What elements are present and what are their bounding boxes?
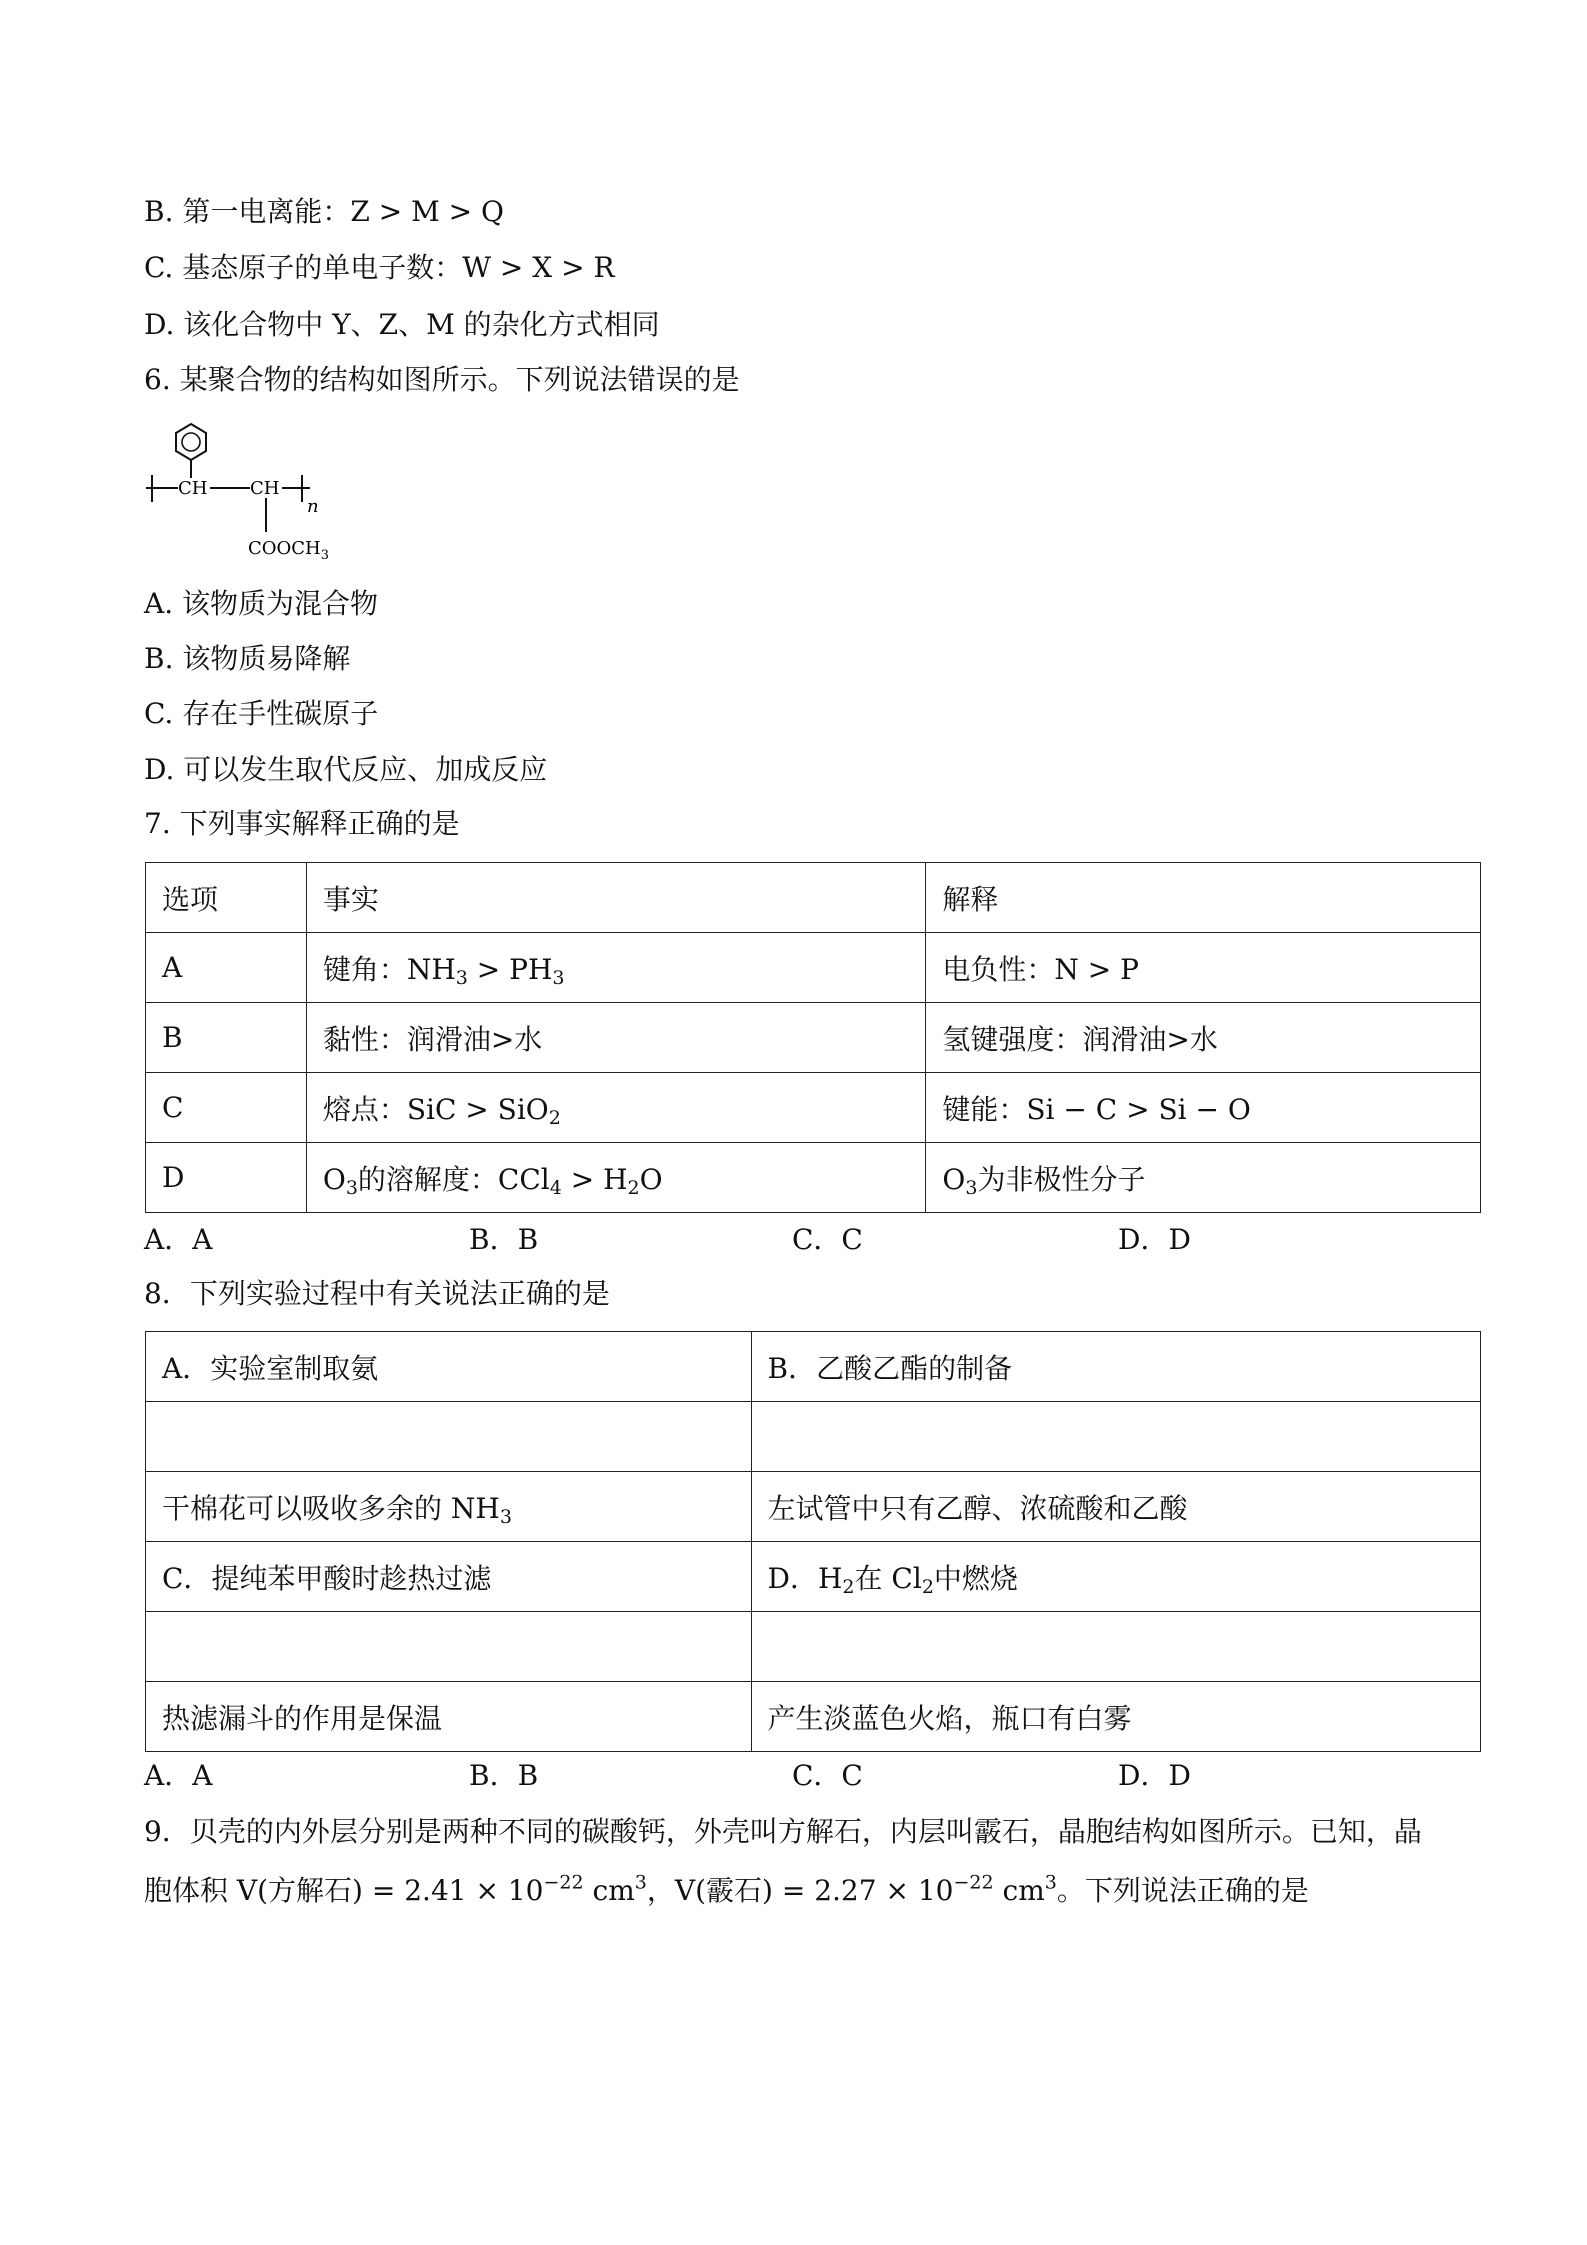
- fact-text: 的溶解度：CCl: [357, 1162, 550, 1196]
- choice-d: D．D: [1118, 1223, 1191, 1256]
- unit-right-ch: CH: [250, 478, 280, 499]
- choice-d: D．D: [1118, 1759, 1191, 1792]
- substituent-label: COOCH: [248, 538, 321, 559]
- row-option: C: [146, 1073, 307, 1143]
- row-fact: [306, 1143, 926, 1213]
- table-row-image-placeholder: [146, 1612, 1481, 1682]
- q6-option-a: A. 该物质为混合物: [144, 587, 379, 620]
- header-explanation: 解释: [926, 863, 1481, 933]
- table-row: [146, 1073, 1481, 1143]
- cell-d-desc: 产生淡蓝色火焰，瓶口有白雾: [751, 1682, 1480, 1752]
- q9-superscript: −22: [953, 1871, 994, 1894]
- table-header-row: [146, 863, 1481, 933]
- fact-subscript: 2: [548, 1106, 561, 1129]
- fact-subscript: 3: [455, 966, 468, 989]
- row-fact: [306, 933, 926, 1003]
- row-explanation: 电负性：N > P: [926, 933, 1481, 1003]
- fact-text: 键角：NH: [322, 952, 456, 986]
- table-row: [146, 1472, 1481, 1542]
- table-row: [146, 1332, 1481, 1402]
- fact-text: > H: [561, 1162, 628, 1196]
- cell-d-image: [751, 1612, 1480, 1682]
- row-option: B: [146, 1003, 307, 1073]
- fact-subscript: 3: [552, 966, 565, 989]
- row-fact: 黏性：润滑油>水: [306, 1003, 926, 1073]
- header-fact: 事实: [306, 863, 926, 933]
- q9-superscript: 3: [634, 1871, 647, 1894]
- expl-text: 为非极性分子: [977, 1162, 1146, 1196]
- cell-c-title: C．提纯苯甲酸时趁热过滤: [146, 1542, 752, 1612]
- q9-superscript: 3: [1044, 1871, 1057, 1894]
- table-row: [146, 1682, 1481, 1752]
- cell-subscript: 2: [842, 1575, 855, 1598]
- q9-text: ，V(霰石) = 2.27 × 10: [646, 1874, 954, 1907]
- choice-a: A．A: [144, 1223, 213, 1256]
- table-row: [146, 1542, 1481, 1612]
- row-option: D: [146, 1143, 307, 1213]
- q7-choices: [144, 1220, 1244, 1260]
- cell-subscript: 2: [921, 1575, 934, 1598]
- cell-a-image: [146, 1402, 752, 1472]
- cell-text: 干棉花可以吸收多余的 NH: [162, 1491, 500, 1525]
- cell-b-image: [751, 1402, 1480, 1472]
- unit-left-ch: CH: [178, 478, 208, 499]
- cell-a-title: A．实验室制取氨: [146, 1332, 752, 1402]
- fact-text: > PH: [467, 952, 553, 986]
- table-row-image-placeholder: [146, 1402, 1481, 1472]
- cell-text: 中燃烧: [933, 1561, 1018, 1595]
- table-row: [146, 1003, 1481, 1073]
- repeat-subscript-n: n: [307, 496, 319, 517]
- q7-table: [145, 862, 1481, 1213]
- cell-text: D．H: [767, 1561, 843, 1595]
- fact-subscript: 4: [549, 1176, 562, 1199]
- q6-option-b: B. 该物质易降解: [144, 642, 351, 675]
- q9-superscript: −22: [543, 1871, 584, 1894]
- cell-a-desc: [146, 1472, 752, 1542]
- cell-d-title: [751, 1542, 1480, 1612]
- q5-option-d: D. 该化合物中 Y、Z、M 的杂化方式相同: [144, 308, 660, 341]
- q8-stem: 8．下列实验过程中有关说法正确的是: [144, 1277, 610, 1310]
- q9-text: cm: [993, 1874, 1045, 1907]
- cell-b-desc: 左试管中只有乙醇、浓硫酸和乙酸: [751, 1472, 1480, 1542]
- expl-subscript: 3: [965, 1176, 978, 1199]
- fact-subscript: 2: [627, 1176, 640, 1199]
- row-explanation: 氢键强度：润滑油>水: [926, 1003, 1481, 1073]
- q6-stem: 6. 某聚合物的结构如图所示。下列说法错误的是: [144, 363, 740, 396]
- q9-stem-line1: 9．贝壳的内外层分别是两种不同的碳酸钙，外壳叫方解石，内层叫霰石，晶胞结构如图所示。已知，晶: [144, 1815, 1422, 1848]
- polymer-structure-diagram: [144, 420, 344, 570]
- table-row: [146, 1143, 1481, 1213]
- row-explanation: [926, 1143, 1481, 1213]
- row-option: A: [146, 933, 307, 1003]
- substituent-subscript: 3: [320, 548, 330, 563]
- q6-option-c: C. 存在手性碳原子: [144, 697, 379, 730]
- cell-c-image: [146, 1612, 752, 1682]
- table-row: [146, 933, 1481, 1003]
- q8-choices: [144, 1756, 1244, 1796]
- fact-text: O: [322, 1162, 346, 1196]
- q9-text: cm: [583, 1874, 635, 1907]
- q6-option-d: D. 可以发生取代反应、加成反应: [144, 753, 548, 786]
- fact-text: 熔点：SiC > SiO: [322, 1092, 549, 1126]
- cell-c-desc: 热滤漏斗的作用是保温: [146, 1682, 752, 1752]
- svg-text:COOCH3: [248, 538, 329, 563]
- q5-option-c: C. 基态原子的单电子数：W > X > R: [144, 251, 615, 284]
- row-explanation: 键能：Si − C > Si − O: [926, 1073, 1481, 1143]
- q9-stem-line2: [144, 1871, 1309, 1911]
- choice-c: C．C: [792, 1223, 863, 1256]
- cell-subscript: 3: [499, 1505, 512, 1528]
- q9-text: 。下列说法正确的是: [1056, 1874, 1309, 1907]
- row-fact: [306, 1073, 926, 1143]
- q9-text: 胞体积 V(方解石) = 2.41 × 10: [144, 1874, 544, 1907]
- cell-text: 在 Cl: [854, 1561, 922, 1595]
- choice-c: C．C: [792, 1759, 863, 1792]
- q8-table: [145, 1331, 1481, 1752]
- expl-text: O: [942, 1162, 966, 1196]
- cell-b-title: B．乙酸乙酯的制备: [751, 1332, 1480, 1402]
- header-option: 选项: [146, 863, 307, 933]
- q7-stem: 7. 下列事实解释正确的是: [144, 807, 460, 840]
- q5-option-b: B. 第一电离能：Z > M > Q: [144, 195, 504, 228]
- choice-a: A．A: [144, 1759, 213, 1792]
- choice-b: B．B: [469, 1759, 539, 1792]
- choice-b: B．B: [469, 1223, 539, 1256]
- fact-text: O: [639, 1162, 663, 1196]
- fact-subscript: 3: [345, 1176, 358, 1199]
